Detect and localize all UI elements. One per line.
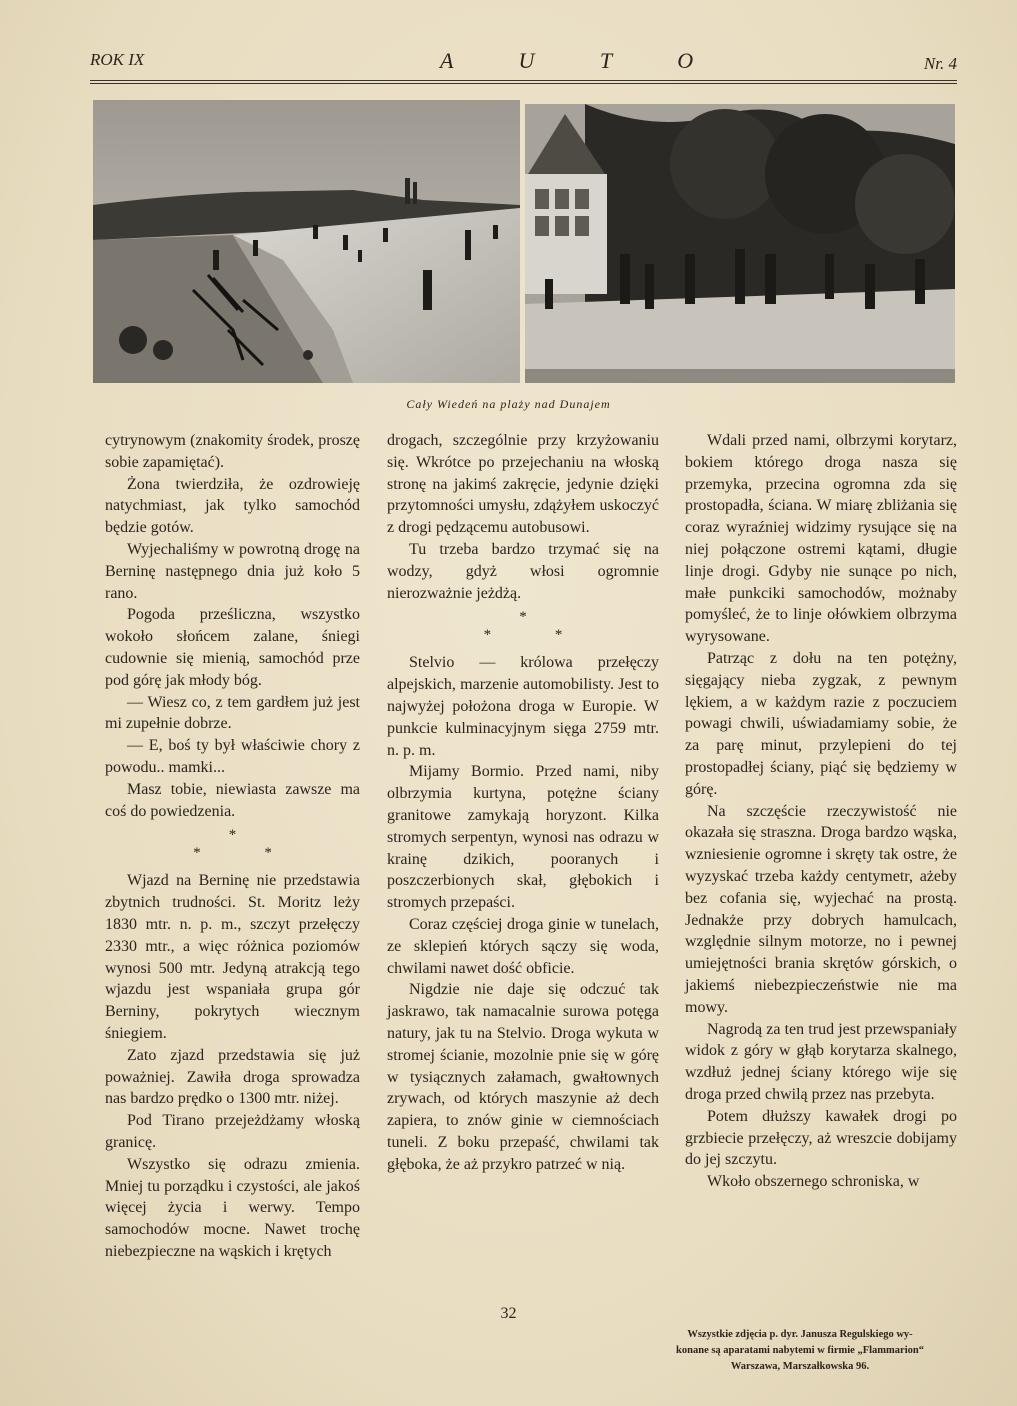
col1-paragraph-1: Żona twierdziła, że ozdrowieję natychmiast, jak tylko samochód będzie gotów.	[105, 475, 360, 537]
section-break-col1	[105, 826, 360, 862]
col1-paragraph-6: Masz tobie, niewiasta zawsze ma coś do powiedzenia.	[105, 780, 360, 820]
article-column-1	[105, 430, 360, 1263]
header-volume: ROK IX	[90, 50, 145, 69]
section-break-top: *	[519, 609, 527, 626]
beach-danube-image	[93, 100, 520, 383]
page-number: 32	[500, 1305, 517, 1322]
col1-paragraph-2: Wyjechaliśmy w powrotną drogę na Berninę następnego dnia już koło 5 rano.	[105, 540, 360, 602]
header-rule	[90, 80, 957, 81]
col2-paragraph-0: drogach, szczególnie przy krzyżowaniu się. Wkrótce po przejechaniu na włoską stronę na jakimś zakręcie, jedynie dzięki przytomności umysłu, zdążyłem uskoczyć z drogi pędzącemu autobusowi.	[387, 432, 659, 537]
col1-paragraph-10: Wszystko się odrazu zmienia. Mniej tu porządku i czystości, ale jakoś więcej życia i werwy. Tempo samochodów mocne. Nawet trochę niebezpieczne na wąskich i krętych	[105, 1155, 360, 1260]
beach-danube-photo	[93, 100, 520, 383]
header-rule-thin	[90, 83, 957, 84]
section-break-bottom: * *	[193, 845, 272, 862]
col3-paragraph-3: Nagrodą za ten trud jest przewspaniały widok z góry w głąb korytarza skalnego, wzdłuż jednej ściany którego wije się droga przed chwilą przez nas przebyta.	[685, 1020, 957, 1103]
section-break-bottom: * *	[483, 627, 563, 644]
article-column-2	[387, 430, 659, 1176]
header-magazine-title: A U T O	[440, 48, 724, 73]
col2-paragraph-4: Coraz częściej droga ginie w tunelach, ze sklepień których sączy się woda, chwilami nawet dość obficie.	[387, 915, 659, 977]
photo-credit	[640, 1327, 960, 1375]
col1-paragraph-3: Pogoda prześliczna, wszystko wokoło słońcem zalane, śniegi cudownie się mienią, samochód prze pod górę jak młody bóg.	[105, 606, 360, 689]
col1-paragraph-7: Wjazd na Berninę nie przedstawia zbytnich trudności. St. Moritz leży 1830 mtr. n. p. m., szczyt przełęczy 2330 mtr., a więc różnica poziomów wynosi 500 mtr. Jedyną atrakcją tego wjazdu jest wspaniała grupa gór Berniny, pokrytych wiecznym śniegiem.	[105, 872, 360, 1042]
beach-pavilion-image	[525, 104, 955, 383]
col2-paragraph-1: Tu trzeba bardzo trzymać się na wodzy, gdyż włosi ogromnie nierozważnie jeżdżą.	[387, 540, 659, 602]
col3-paragraph-0: Wdali przed nami, olbrzymi korytarz, bokiem którego droga nasza się przemyka, przecina ogromna zda się prostopadła, ściana. W miarę zbliżania się coraz wyraźniej widzimy rysujące się na niej połączone ostremi kątami, długie linje drogi. Gdyby nie sunące po nich, małe punkciki samochodów, możnaby pomyśleć, że to linje ołówkiem olbrzyma wyrysowane.	[685, 432, 957, 646]
photo-caption: Cały Wiedeń na plaży nad Dunajem	[406, 397, 611, 411]
running-header	[90, 48, 957, 78]
header-issue-number: Nr. 4	[923, 54, 957, 73]
beach-pavilion-photo	[525, 104, 955, 383]
section-break-top: *	[228, 827, 237, 844]
photo-credit-line-3: Warszawa, Marszałkowska 96.	[730, 1361, 870, 1372]
col3-paragraph-1: Patrząc z dołu na ten potężny, sięgający nieba zygzak, z pewnym lękiem, a w każdym razie z poczuciem powagi chwili, uświadamiamy sobie, że za parę minut, przylepieni do tej prostopadłej ściany, piąć się będziemy w górę.	[685, 649, 957, 798]
col1-paragraph-9: Pod Tirano przejeżdżamy włoską granicę.	[105, 1112, 360, 1151]
section-break-col2	[387, 608, 659, 644]
article-column-3	[685, 430, 957, 1193]
photo-credit-line-2: konane są aparatami nabytemi w firmie „Flammarion“	[676, 1345, 924, 1356]
col3-paragraph-2: Na szczęście rzeczywistość nie okazała się straszna. Droga bardzo wąska, wzniesienie ogromne i skręty tak ostre, że wyzyskać trzeba każdy centymetr, ażeby bez cofania się, wyjechać na prostą. Jednakże przy dobrych hamulcach, względnie silnym motorze, no i pewnej umiejętności brania skrętów górskich, o jakiemś niebezpieczeństwie nie ma mowy.	[685, 802, 957, 1016]
photo-credit-line-1: Wszystkie zdjęcia p. dyr. Janusza Regulskiego wy-	[687, 1329, 913, 1340]
col2-paragraph-3: Mijamy Bormio. Przed nami, niby olbrzymia kurtyna, potężne ściany granitowe zamykają horyzont. Kilka stromych serpentyn, wynosi nas odrazu w krainę dzikich, pooranych i poszczerbionych skał, głębokich i stromych przepaści.	[387, 763, 659, 912]
col1-paragraph-8: Zato zjazd przedstawia się już poważniej. Zawiła droga sprowadza nas bardzo prędko o 1300 mtr. niżej.	[105, 1046, 360, 1108]
col1-paragraph-0: cytrynowym (znakomity środek, proszę sobie zapamiętać).	[105, 432, 360, 471]
col1-paragraph-4: — Wiesz co, z tem gardłem już jest mi zupełnie dobrze.	[105, 693, 360, 733]
col2-paragraph-5: Nigdzie nie daje się odczuć tak jaskrawo, tak namacalnie surowa potęga natury, jak tu na Stelvio. Droga wykuta w stromej ścianie, mozolnie pnie się w górę w tysiącznych załamach, gwałtownych zrywach, od których maszynie aż dech zapiera, to znów ginie w ciemnościach tuneli. Z boku przepaść, chwilami tak głęboka, że aż przykro patrzeć w nią.	[387, 981, 659, 1173]
col3-paragraph-5: Wkoło obszernego schroniska, w	[707, 1173, 920, 1191]
col3-paragraph-4: Potem dłuższy kawałek drogi po grzbiecie przełęczy, aż wreszcie dobijamy do jej szczytu.	[685, 1107, 957, 1169]
col2-paragraph-2: Stelvio — królowa przełęczy alpejskich, marzenie automobilisty. Jest to najwyżej położona droga w Europie. W punkcie kulminacyjnym sięga 2759 mtr. n. p. m.	[387, 654, 659, 759]
col1-paragraph-5: — E, boś ty był właściwie chory z powodu.. mamki...	[105, 737, 360, 776]
